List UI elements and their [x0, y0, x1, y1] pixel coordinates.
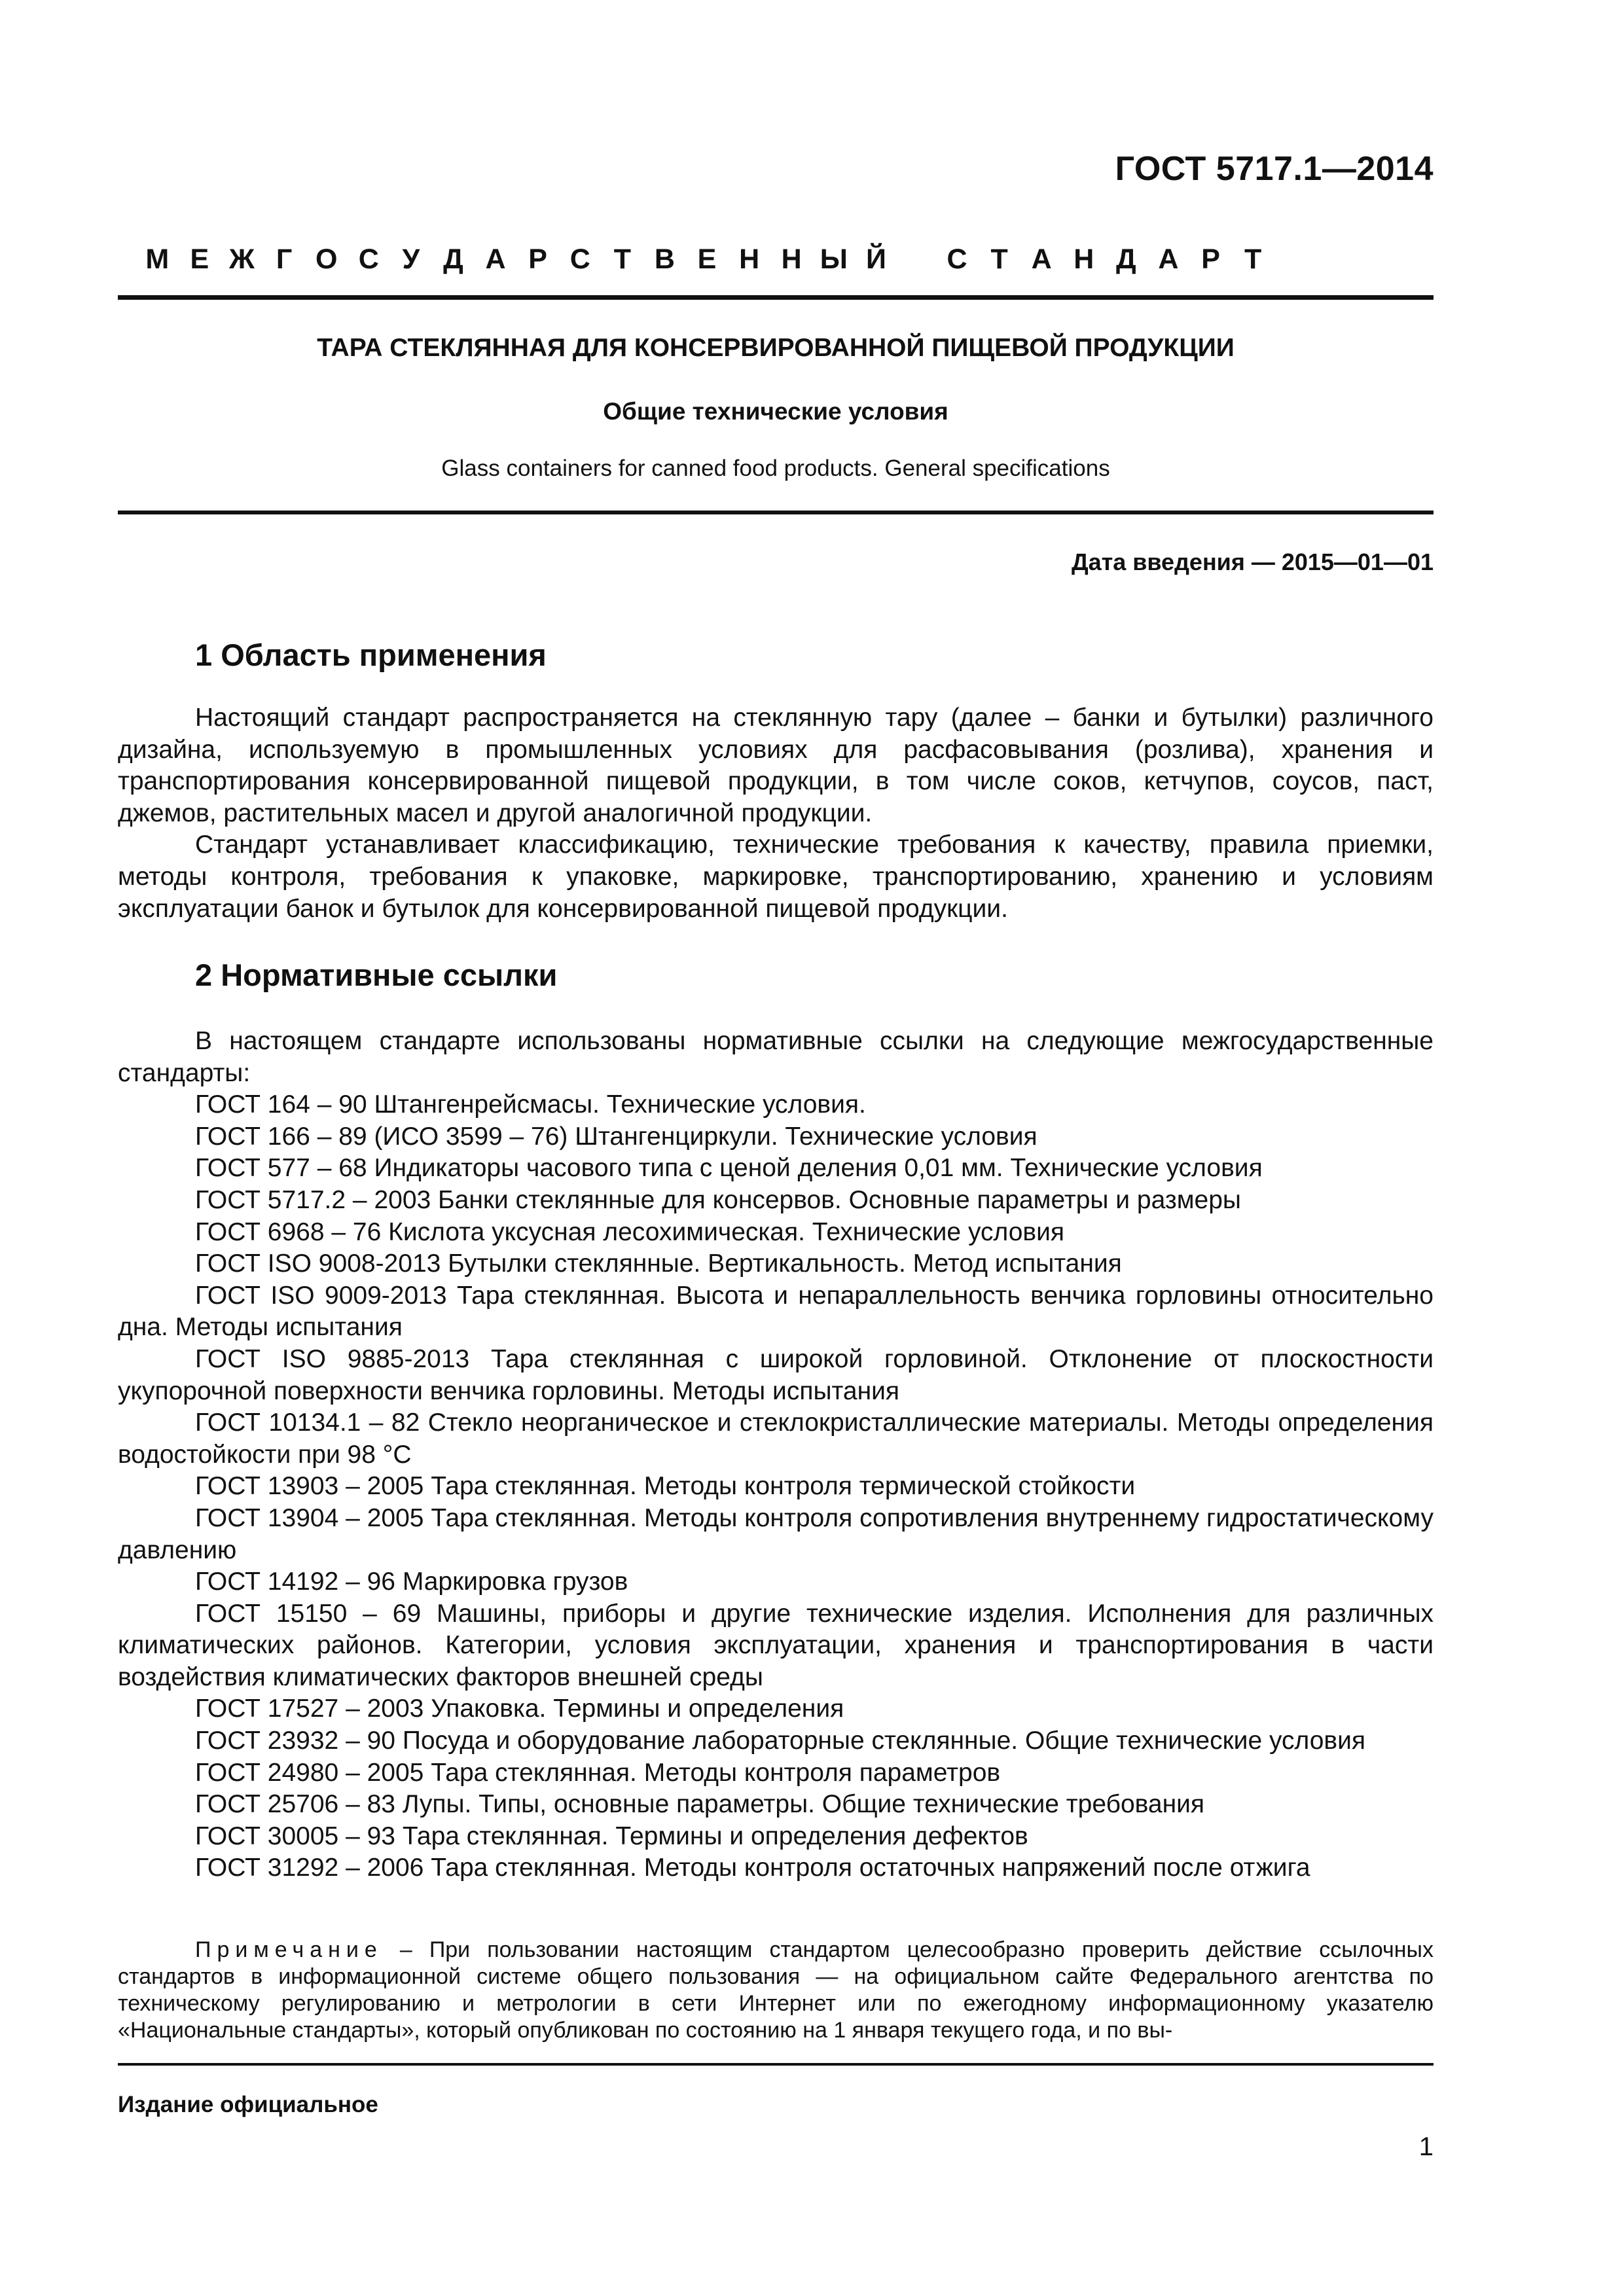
title-divider — [118, 511, 1434, 514]
section-1-title: 1 Область применения — [195, 637, 547, 672]
reference-item: ГОСТ 23932 – 90 Посуда и оборудование лабораторные стеклянные. Общие технические условия — [195, 1727, 1366, 1755]
reference-item: ГОСТ 30005 – 93 Тара стеклянная. Термины и определения дефектов — [195, 1821, 1028, 1850]
note-paragraph — [118, 1937, 1434, 2044]
official-edition-label: Издание официальное — [118, 2092, 378, 2117]
reference-item: ГОСТ 164 – 90 Штангенрейсмасы. Технические условия. — [195, 1090, 866, 1119]
introduction-date: Дата введения — 2015—01—01 — [1071, 548, 1434, 575]
reference-item: ГОСТ 24980 – 2005 Тара стеклянная. Методы контроля параметров — [195, 1758, 1001, 1787]
reference-item: ГОСТ ISO 9009-2013 Тара стеклянная. Высота и непараллельность венчика горловины относительно дна. Методы испытания — [118, 1281, 1434, 1342]
interstate-word-2: С Т А Н Д А Р Т — [947, 243, 1262, 275]
reference-item: ГОСТ 166 – 89 (ИСО 3599 – 76) Штангенциркули. Технические условия — [195, 1122, 1038, 1151]
paragraph: Настоящий стандарт распространяется на стеклянную тару (далее – банки и бутылки) различного дизайна, используемую в промышленных условиях для расфасовывания (розлива), хранения и транспортирования консервированной пищевой продукции, в том числе соков, кетчупов, соусов, паст, джемов, растительных масел и другой аналогичной продукции. — [118, 704, 1434, 827]
note-label: Примечание — [195, 1937, 383, 1962]
top-divider — [118, 295, 1434, 300]
standard-number: ГОСТ 5717.1—2014 — [1115, 150, 1434, 188]
reference-item: ГОСТ ISO 9008-2013 Бутылки стеклянные. Вертикальность. Метод испытания — [195, 1249, 1122, 1278]
section-1-body — [118, 702, 1434, 925]
reference-item: ГОСТ 15150 – 69 Машины, приборы и другие технические изделия. Исполнения для различных климатических районов. Категории, условия эксплуатации, хранения и транспортирования в части воздействия климатических факторов внешней среды — [118, 1599, 1434, 1691]
interstate-word-1: М Е Ж Г О С У Д А Р С Т В Е Н Н Ы Й — [145, 243, 886, 275]
reference-item: ГОСТ 14192 – 96 Маркировка грузов — [195, 1568, 628, 1596]
reference-item: ГОСТ 13903 – 2005 Тара стеклянная. Методы контроля термической стойкости — [195, 1472, 1136, 1501]
note-block — [118, 1937, 1434, 2044]
reference-item: ГОСТ ISO 9885-2013 Тара стеклянная с широкой горловиной. Отклонение от плоскостности укупорочной поверхности венчика горловины. Методы испытания — [118, 1344, 1434, 1405]
reference-item: ГОСТ 10134.1 – 82 Стекло неорганическое и стеклокристаллические материалы. Методы определения водостойкости при 98 °С — [118, 1408, 1434, 1469]
page-number: 1 — [1418, 2132, 1434, 2161]
paragraph: Стандарт устанавливает классификацию, технические требования к качеству, правила приемки, методы контроля, требования к упаковке, маркировке, транспортированию, хранению и условиям эксплуатации банок и бутылок для консервированной пищевой продукции. — [118, 831, 1434, 923]
reference-item: ГОСТ 31292 – 2006 Тара стеклянная. Методы контроля остаточных напряжений после отжига — [195, 1854, 1310, 1882]
reference-item: ГОСТ 13904 – 2005 Тара стеклянная. Методы контроля сопротивления внутреннему гидростатическому давлению — [118, 1503, 1434, 1564]
section-2-body — [118, 1026, 1434, 1884]
reference-item: ГОСТ 17527 – 2003 Упаковка. Термины и определения — [195, 1695, 844, 1723]
document-title: ТАРА СТЕКЛЯННАЯ ДЛЯ КОНСЕРВИРОВАННОЙ ПИЩЕВОЙ ПРОДУКЦИИ — [317, 334, 1235, 362]
document-subtitle: Общие технические условия — [603, 398, 948, 425]
footer-divider — [118, 2063, 1434, 2066]
reference-item: ГОСТ 25706 – 83 Лупы. Типы, основные параметры. Общие технические требования — [195, 1790, 1205, 1819]
interstate-standard-heading — [136, 243, 1452, 276]
reference-item: ГОСТ 5717.2 – 2003 Банки стеклянные для консервов. Основные параметры и размеры — [195, 1185, 1241, 1214]
note-text: – При пользовании настоящим стандартом целесообразно проверить действие ссылочных стандартов в информационной системе общего пользования — на официальном сайте Федерального агентства по техническому регулированию и метрологии в сети Интернет или по ежегодному информационному указателю «Национальные стандарты», который опубликован по состоянию на 1 января текущего года, и по вы- — [118, 1937, 1434, 2043]
section-2-title: 2 Нормативные ссылки — [195, 958, 558, 992]
reference-item: ГОСТ 6968 – 76 Кислота уксусная лесохимическая. Технические условия — [195, 1217, 1065, 1246]
document-title-english: Glass containers for canned food products. General specifications — [441, 456, 1110, 481]
paragraph: В настоящем стандарте использованы нормативные ссылки на следующие межгосударственные стандарты: — [118, 1027, 1434, 1087]
reference-item: ГОСТ 577 – 68 Индикаторы часового типа с ценой деления 0,01 мм. Технические условия — [195, 1154, 1263, 1183]
